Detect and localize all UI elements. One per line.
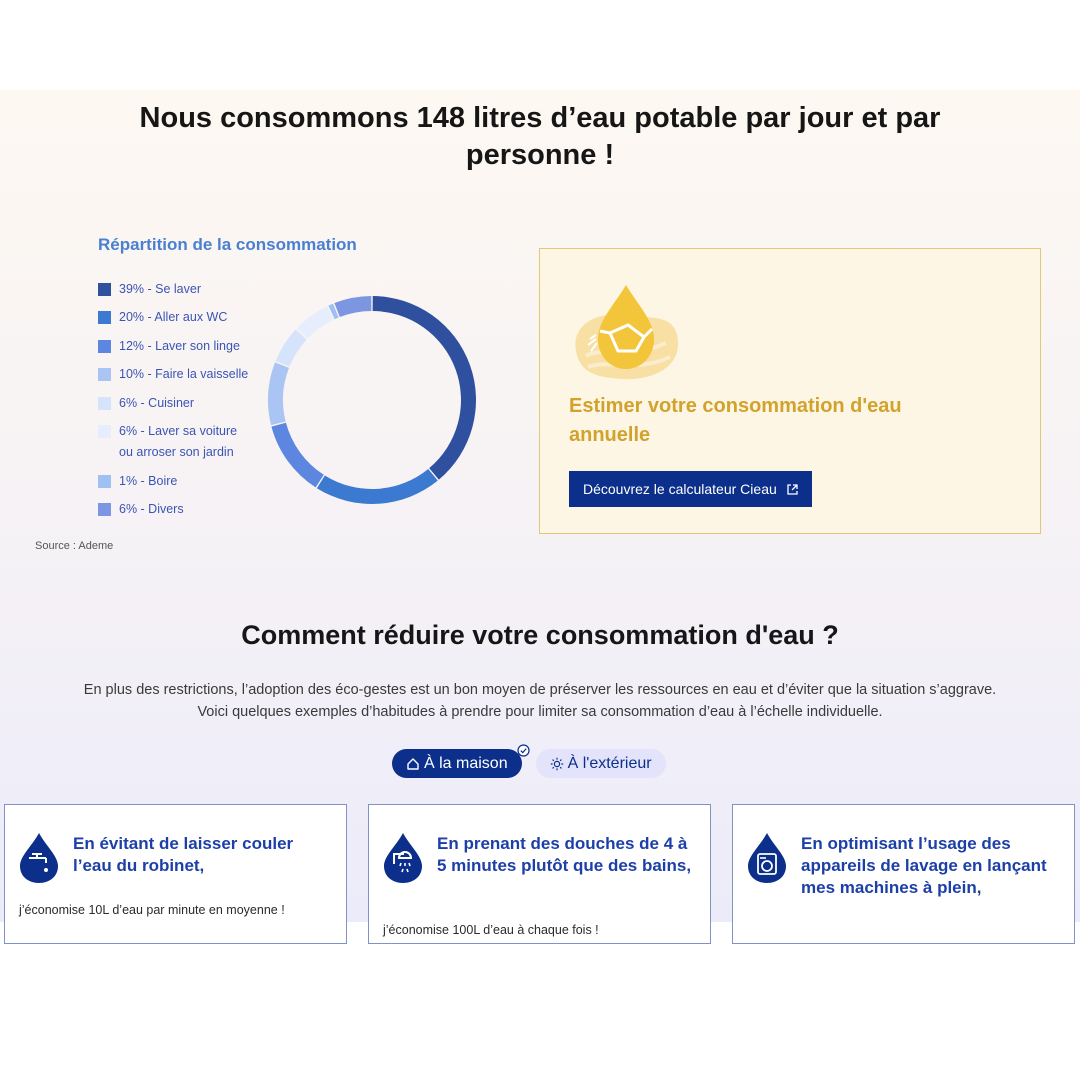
- sun-icon: [550, 757, 564, 771]
- faucet-icon: [18, 832, 60, 884]
- section-description: En plus des restrictions, l’adoption des éco-gestes est un bon moyen de préserver les ressources en eau et d’éviter que la situation s’aggrave. Voici quelques exemples d’habitudes à prendre pour limiter sa consommation d’eau à l’échelle individuelle.: [83, 682, 997, 720]
- chart-source: Source : Ademe: [35, 540, 114, 552]
- legend-item: [98, 339, 254, 357]
- check-circle-icon: [517, 744, 530, 757]
- legend-item: [98, 367, 254, 385]
- legend-label: 10% - Faire la vaisselle: [119, 367, 249, 381]
- legend-swatch: [98, 340, 111, 353]
- legend-item: [98, 502, 254, 520]
- external-link-icon: [787, 484, 798, 495]
- calculator-button[interactable]: [569, 471, 812, 507]
- donut-slice: [373, 296, 476, 480]
- legend-item: [98, 282, 254, 300]
- legend-swatch: [98, 368, 111, 381]
- card-title: En évitant de laisser couler l’eau du robinet,: [73, 834, 294, 875]
- washing-machine-icon: [746, 832, 788, 884]
- card-title: En prenant des douches de 4 à 5 minutes plutôt que des bains,: [437, 834, 692, 875]
- donut-chart: [265, 293, 479, 507]
- card-text: j’économise 100L d’eau à chaque fois !: [383, 923, 599, 937]
- shower-icon: [382, 832, 424, 884]
- donut-slice: [317, 469, 438, 504]
- legend-swatch: [98, 503, 111, 516]
- chart-title: Répartition de la consommation: [98, 235, 357, 254]
- legend-swatch: [98, 283, 111, 296]
- tab-label: À la maison: [424, 754, 508, 772]
- page: [0, 90, 1080, 937]
- section-title: Comment réduire votre consommation d'eau ?: [241, 620, 839, 650]
- legend-item: [98, 310, 254, 328]
- card-text: j’économise 10L d’eau par minute en moyenne !: [19, 903, 285, 917]
- legend-item: [98, 474, 254, 492]
- legend-swatch: [98, 425, 111, 438]
- donut-slice: [276, 329, 307, 366]
- legend-swatch: [98, 397, 111, 410]
- legend-label: 39% - Se laver: [119, 282, 201, 296]
- tab-home[interactable]: [392, 749, 522, 778]
- donut-slice: [334, 296, 371, 317]
- eco-gesture-card: [368, 804, 711, 944]
- tab-outside[interactable]: [536, 749, 666, 778]
- legend-item: [98, 396, 254, 414]
- card-title: En optimisant l’usage des appareils de lavage en lançant mes machines à plein,: [801, 834, 1047, 897]
- legend-label: 6% - Divers: [119, 502, 184, 516]
- donut-slice: [297, 306, 334, 338]
- page-title: Nous consommons 148 litres d’eau potable par jour et par personne !: [139, 102, 941, 171]
- legend-swatch: [98, 311, 111, 324]
- legend-label: 6% - Laver sa voiture ou arroser son jardin: [119, 424, 238, 459]
- legend-label: 6% - Cuisiner: [119, 396, 195, 410]
- calculator-card: [539, 248, 1041, 534]
- legend-swatch: [98, 475, 111, 488]
- donut-slice: [271, 423, 323, 488]
- watering-can-drop-icon: [566, 281, 686, 391]
- home-icon: [406, 757, 420, 771]
- eco-gesture-card: [732, 804, 1075, 944]
- calculator-title: Estimer votre consommation d'eau annuelle: [569, 395, 902, 446]
- tab-list: [392, 749, 666, 778]
- legend-item: [98, 424, 254, 463]
- legend-label: 20% - Aller aux WC: [119, 310, 228, 324]
- legend-label: 1% - Boire: [119, 474, 178, 488]
- eco-gesture-card: [4, 804, 347, 944]
- legend-label: 12% - Laver son linge: [119, 339, 240, 353]
- calculator-button-label: Découvrez le calculateur Cieau: [583, 481, 777, 497]
- tab-label: À l'extérieur: [567, 754, 652, 772]
- donut-slice: [268, 362, 289, 425]
